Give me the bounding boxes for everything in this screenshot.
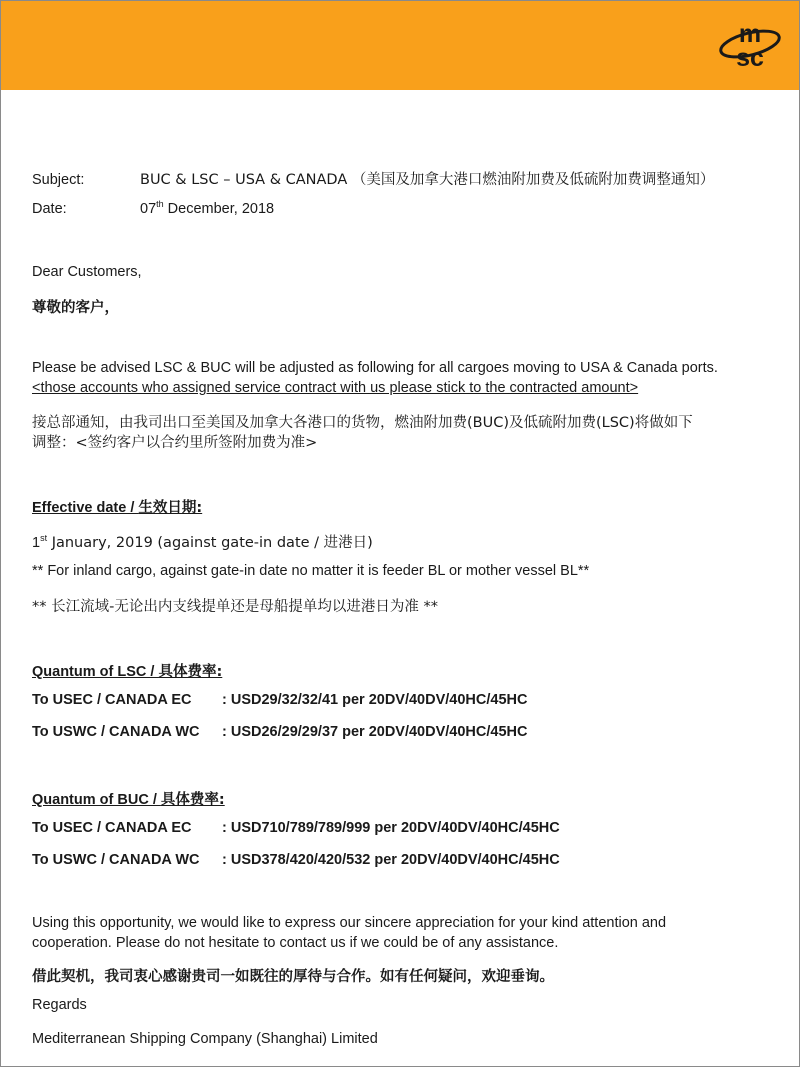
effective-suffix: st [40,533,48,544]
buc-row-dest: To USWC / CANADA WC [32,852,200,868]
effective-date-line [32,531,373,552]
date-line [32,201,274,217]
svg-text:sc: sc [736,44,764,72]
greeting-zh: 尊敬的客户， [32,300,119,316]
buc-row-rate: : USD378/420/420/532 per 20DV/40DV/40HC/45HC [222,852,560,868]
closing-en-line2: cooperation. Please do not hesitate to contact us if we could be of any assistance. [32,935,559,951]
buc-heading-zh: 具体费率: [160,792,225,808]
lsc-row-dest: To USEC / CANADA EC [32,692,192,708]
closing-zh: 借此契机，我司衷心感谢贵司一如既往的厚待与合作。如有任何疑问，欢迎垂询。 [32,969,554,985]
lsc-heading [32,660,222,681]
buc-heading [32,788,225,809]
effective-heading-zh: 生效日期: [138,500,203,516]
closing-en-line1: Using this opportunity, we would like to express our sincere appreciation for your kind attention and [32,915,667,931]
inland-note-zh: ** 长江流域-无论出内支线提单还是母船提单均以进港日为准 ** [32,599,438,615]
company-name: Mediterranean Shipping Company (Shanghai) Limited [32,1031,378,1047]
date-day: 07 [140,201,157,217]
lsc-row-dest: To USWC / CANADA WC [32,724,200,740]
greeting-en: Dear Customers, [32,264,142,280]
notice-zh-line1: 接总部通知，由我司出口至美国及加拿大各港口的货物，燃油附加费(BUC)及低硫附加费(LSC)将做如下 [32,415,693,431]
svg-text:m: m [738,20,762,48]
lsc-heading-en: Quantum of LSC / [32,664,159,680]
lsc-row-rate: : USD26/29/29/37 per 20DV/40DV/40HC/45HC [222,724,528,740]
buc-heading-en: Quantum of BUC / [32,792,161,808]
notice-en-note: <those accounts who assigned service contract with us please stick to the contracted amount> [32,380,639,396]
regards: Regards [32,997,87,1013]
buc-row-dest: To USEC / CANADA EC [32,820,192,836]
effective-day: 1 [32,535,41,551]
date-suffix: th [156,199,164,210]
effective-heading [32,496,202,517]
notice-zh-line2: 调整：<签约客户以合约里所签附加费为准> [32,435,318,451]
lsc-row [32,724,527,740]
date-rest: December, 2018 [163,201,275,217]
lsc-heading-zh: 具体费率: [158,664,223,680]
date-label: Date: [32,201,67,217]
subject-value: BUC & LSC – USA & CANADA （美国及加拿大港口燃油附加费及低硫附加费调整通知） [140,172,715,188]
effective-heading-en: Effective date / [32,500,139,516]
lsc-row-rate: : USD29/32/32/41 per 20DV/40DV/40HC/45HC [222,692,528,708]
buc-row [32,820,560,836]
lsc-row [32,692,527,708]
subject-label: Subject: [32,172,85,188]
inland-note-en: ** For inland cargo, against gate-in date no matter it is feeder BL or mother vessel BL** [32,563,590,579]
buc-row [32,852,560,868]
brand-header-bar [1,1,799,90]
notice-en: Please be advised LSC & BUC will be adjusted as following for all cargoes moving to USA & Canada ports. [32,360,718,376]
msc-logo [719,15,781,73]
subject-line [32,168,714,189]
buc-row-rate: : USD710/789/789/999 per 20DV/40DV/40HC/45HC [222,820,560,836]
effective-rest: January, 2019 (against gate-in date / 进港日) [47,535,373,551]
